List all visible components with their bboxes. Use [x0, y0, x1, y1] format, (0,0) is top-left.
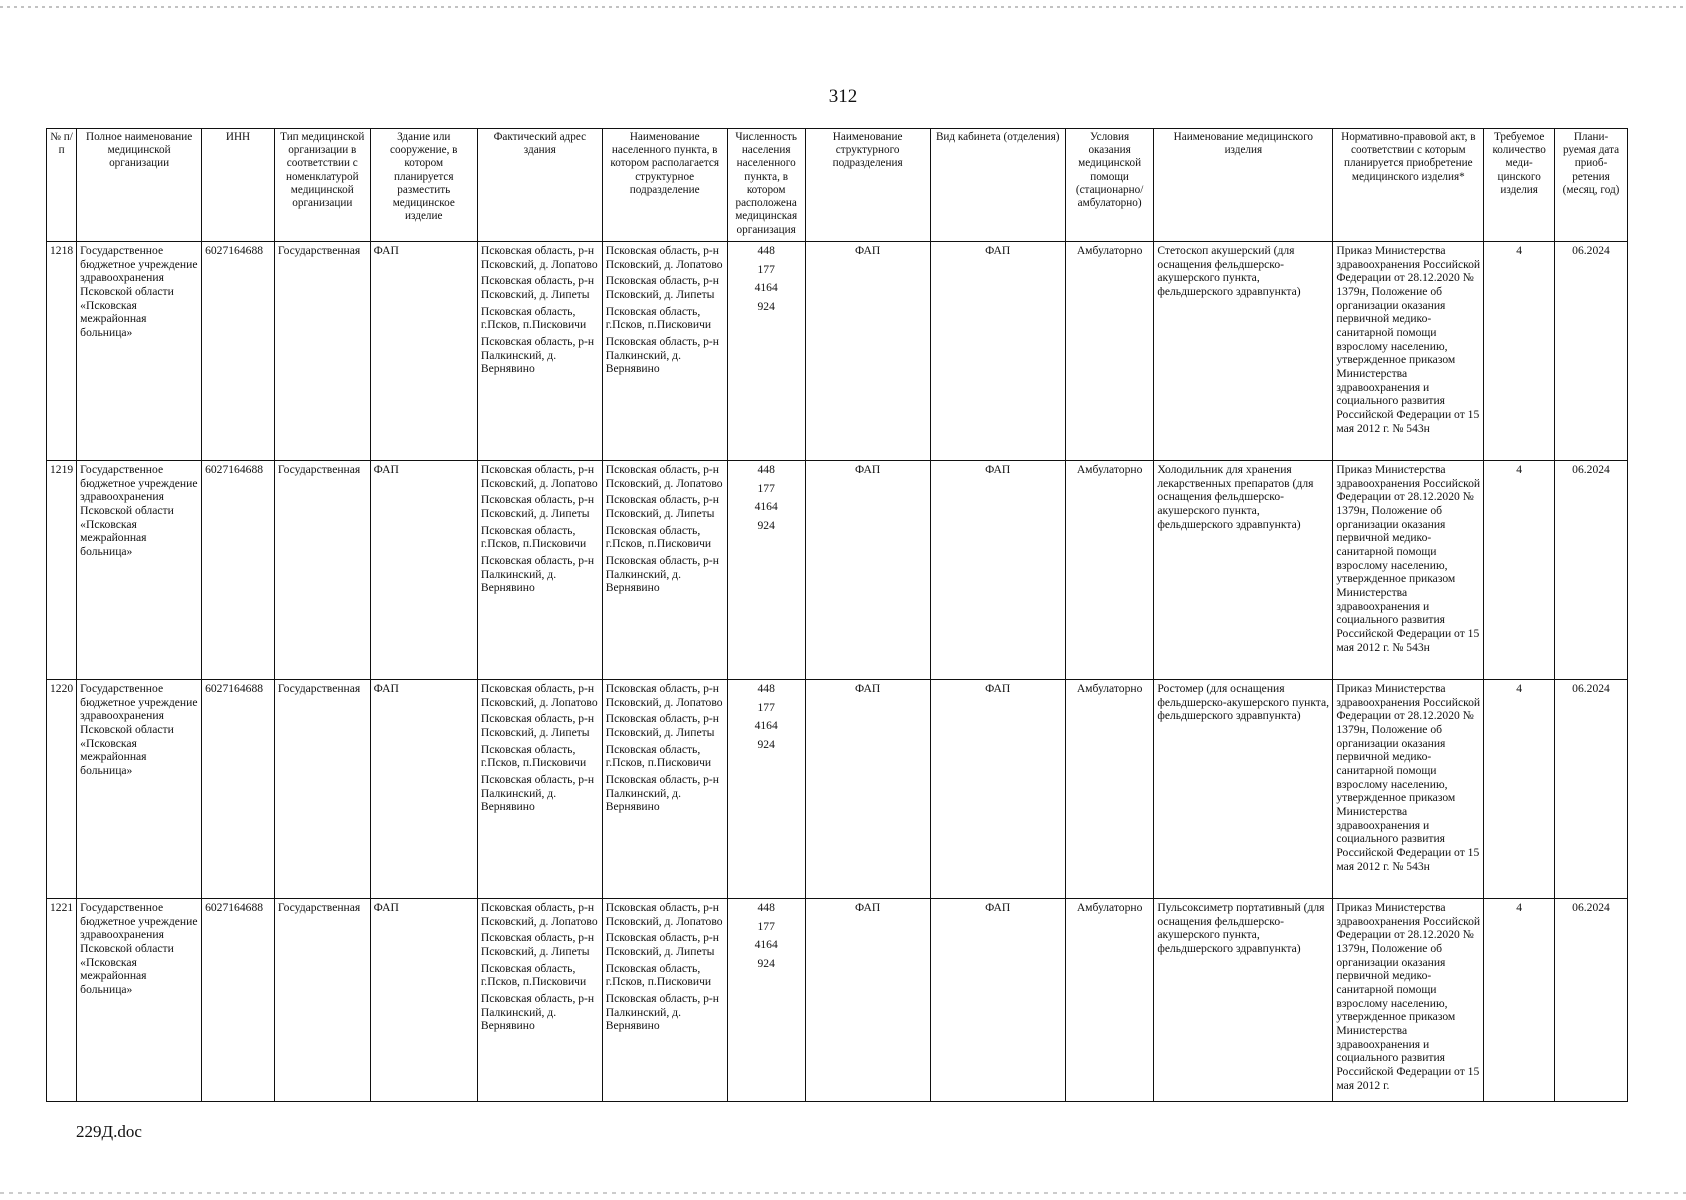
equipment-table [46, 128, 1628, 1102]
col-header-settlement: Наименование населенного пункта, в котором располагается структурное подразделение [602, 129, 727, 242]
cell-type: Государственная [274, 461, 370, 680]
scan-edge-top [0, 6, 1686, 8]
address-line: Псковская область, г.Псков, п.Писковичи [480, 304, 587, 332]
population-value: 177 [757, 919, 775, 933]
col-header-act: Нормативно-правовой акт, в соответствии с которым планируется приобретение медицинского изделия* [1333, 129, 1484, 242]
cell-unit: ФАП [805, 899, 930, 1102]
population-value: 924 [757, 300, 775, 314]
cell-address [477, 242, 602, 461]
population-value: 4164 [754, 500, 778, 514]
col-header-num: № п/п [47, 129, 77, 242]
population-value: 4164 [754, 938, 778, 952]
address-line: Псковская область, р-н Псковский, д. Лопатово [480, 244, 598, 271]
population-value: 924 [757, 957, 775, 971]
table-row [47, 242, 1628, 461]
address-line: Псковская область, р-н Палкинский, д. Вернявино [480, 773, 595, 814]
cell-cabinet: ФАП [930, 461, 1065, 680]
cell-cabinet: ФАП [930, 242, 1065, 461]
table-row [47, 680, 1628, 899]
cell-device: Холодильник для хранения лекарственных препаратов (для оснащения фельдшерско-акушерского пункта, фельдшерского здравпункта) [1154, 461, 1333, 680]
population-value: 4164 [754, 719, 778, 733]
cell-cabinet: ФАП [930, 899, 1065, 1102]
cell-cabinet: ФАП [930, 680, 1065, 899]
settlement-line: Псковская область, р-н Псковский, д. Лопатово [605, 901, 723, 928]
settlement-line: Псковская область, р-н Палкинский, д. Вернявино [605, 335, 719, 376]
settlement-line: Псковская область, р-н Псковский, д. Липеты [605, 712, 719, 740]
cell-num: 1221 [47, 899, 77, 1102]
cell-num: 1220 [47, 680, 77, 899]
cell-conditions: Амбулаторно [1065, 242, 1153, 461]
col-header-org: Полное наименование медицинской организации [77, 129, 202, 242]
col-header-address: Фактический адрес здания [477, 129, 602, 242]
settlement-line: Псковская область, р-н Псковский, д. Липеты [605, 274, 719, 302]
cell-device: Пульсоксиметр портативный (для оснащения фельдшерско-акушерского пункта, фельдшерского здравпункта) [1154, 899, 1333, 1102]
population-value: 924 [757, 519, 775, 533]
cell-org: Государственное бюджетное учреждение здравоохранения Псковской области «Псковская межрайонная больница» [77, 461, 202, 680]
settlement-line: Псковская область, р-н Палкинский, д. Вернявино [605, 773, 719, 814]
address-line: Псковская область, р-н Палкинский, д. Вернявино [480, 554, 595, 595]
settlement-line: Псковская область, р-н Псковский, д. Лопатово [605, 682, 723, 709]
population-value: 4164 [754, 281, 778, 295]
population-value: 177 [757, 262, 775, 276]
col-header-cabinet: Вид кабинета (отделения) [930, 129, 1065, 242]
settlement-line: Псковская область, г.Псков, п.Писковичи [605, 742, 712, 770]
cell-conditions: Амбулаторно [1065, 680, 1153, 899]
cell-unit: ФАП [805, 461, 930, 680]
settlement-line: Псковская область, р-н Псковский, д. Липеты [605, 493, 719, 521]
col-header-type: Тип медицинской организации в соответствии с номенклатурой медицинской организации [274, 129, 370, 242]
address-line: Псковская область, р-н Псковский, д. Лопатово [480, 463, 598, 490]
col-header-date: Плани-руемая дата приоб-ретения (месяц, год) [1555, 129, 1628, 242]
population-value: 448 [757, 682, 775, 695]
address-line: Псковская область, р-н Псковский, д. Лопатово [480, 682, 598, 709]
settlement-line: Псковская область, р-н Палкинский, д. Вернявино [605, 992, 719, 1033]
cell-num: 1218 [47, 242, 77, 461]
cell-type: Государственная [274, 242, 370, 461]
cell-num: 1219 [47, 461, 77, 680]
cell-settlement [602, 461, 727, 680]
cell-building: ФАП [370, 680, 477, 899]
cell-device: Стетоскоп акушерский (для оснащения фельдшерско-акушерского пункта, фельдшерского здравпункта) [1154, 242, 1333, 461]
cell-type: Государственная [274, 680, 370, 899]
settlement-line: Псковская область, г.Псков, п.Писковичи [605, 961, 712, 989]
cell-act: Приказ Министерства здравоохранения Российской Федерации от 28.12.2020 № 1379н, Положение об организации оказания первичной медико-санитарной помощи взрослому населению, утвержденное приказом Министерства здравоохранения и социального развития Российской Федерации от 15 мая 2012 г. [1333, 899, 1484, 1102]
cell-date: 06.2024 [1555, 461, 1628, 680]
cell-org: Государственное бюджетное учреждение здравоохранения Псковской области «Псковская межрайонная больница» [77, 242, 202, 461]
cell-date: 06.2024 [1555, 680, 1628, 899]
cell-qty: 4 [1484, 461, 1555, 680]
cell-unit: ФАП [805, 680, 930, 899]
table-header-row [47, 129, 1628, 242]
population-value: 177 [757, 700, 775, 714]
cell-inn: 6027164688 [202, 899, 275, 1102]
address-line: Псковская область, р-н Псковский, д. Липеты [480, 493, 595, 521]
cell-act: Приказ Министерства здравоохранения Российской Федерации от 28.12.2020 № 1379н, Положение об организации оказания первичной медико-санитарной помощи взрослому населению, утвержденное приказом Министерства здравоохранения и социального развития Российской Федерации от 15 мая 2012 г. № 543н [1333, 680, 1484, 899]
scan-edge-bottom [0, 1192, 1686, 1194]
col-header-device: Наименование медицинского изделия [1154, 129, 1333, 242]
settlement-line: Псковская область, р-н Псковский, д. Липеты [605, 931, 719, 959]
cell-inn: 6027164688 [202, 461, 275, 680]
settlement-line: Псковская область, р-н Палкинский, д. Вернявино [605, 554, 719, 595]
cell-device: Ростомер (для оснащения фельдшерско-акушерского пункта, фельдшерского здравпункта) [1154, 680, 1333, 899]
col-header-unit: Наименование структурного подразделения [805, 129, 930, 242]
population-value: 448 [757, 901, 775, 914]
cell-population [727, 461, 805, 680]
table-row [47, 461, 1628, 680]
cell-unit: ФАП [805, 242, 930, 461]
footer-filename: 229Д.doc [76, 1122, 142, 1141]
cell-type: Государственная [274, 899, 370, 1102]
settlement-line: Псковская область, г.Псков, п.Писковичи [605, 523, 712, 551]
col-header-conditions: Условия оказания медицинской помощи (стационарно/ амбулаторно) [1065, 129, 1153, 242]
cell-address [477, 461, 602, 680]
settlement-line: Псковская область, г.Псков, п.Писковичи [605, 304, 712, 332]
cell-qty: 4 [1484, 242, 1555, 461]
cell-conditions: Амбулаторно [1065, 461, 1153, 680]
col-header-qty: Требуемое количество меди-цинского изделия [1484, 129, 1555, 242]
cell-qty: 4 [1484, 899, 1555, 1102]
cell-building: ФАП [370, 899, 477, 1102]
table-row [47, 899, 1628, 1102]
cell-act: Приказ Министерства здравоохранения Российской Федерации от 28.12.2020 № 1379н, Положение об организации оказания первичной медико-санитарной помощи взрослому населению, утвержденное приказом Министерства здравоохранения и социального развития Российской Федерации от 15 мая 2012 г. № 543н [1333, 461, 1484, 680]
col-header-building: Здание или сооружение, в котором планируется разместить медицинское изделие [370, 129, 477, 242]
cell-building: ФАП [370, 242, 477, 461]
address-line: Псковская область, р-н Псковский, д. Липеты [480, 712, 595, 740]
address-line: Псковская область, г.Псков, п.Писковичи [480, 523, 587, 551]
address-line: Псковская область, г.Псков, п.Писковичи [480, 961, 587, 989]
cell-address [477, 899, 602, 1102]
population-value: 448 [757, 463, 775, 476]
cell-date: 06.2024 [1555, 899, 1628, 1102]
cell-inn: 6027164688 [202, 242, 275, 461]
population-value: 924 [757, 738, 775, 752]
cell-settlement [602, 680, 727, 899]
cell-population [727, 242, 805, 461]
address-line: Псковская область, р-н Палкинский, д. Вернявино [480, 335, 595, 376]
cell-settlement [602, 242, 727, 461]
population-value: 448 [757, 244, 775, 257]
page-number: 312 [828, 86, 858, 107]
cell-population [727, 899, 805, 1102]
cell-population [727, 680, 805, 899]
settlement-line: Псковская область, р-н Псковский, д. Лопатово [605, 244, 723, 271]
cell-building: ФАП [370, 461, 477, 680]
settlement-line: Псковская область, р-н Псковский, д. Лопатово [605, 463, 723, 490]
col-header-inn: ИНН [202, 129, 275, 242]
cell-org: Государственное бюджетное учреждение здравоохранения Псковской области «Псковская межрайонная больница» [77, 899, 202, 1102]
cell-act: Приказ Министерства здравоохранения Российской Федерации от 28.12.2020 № 1379н, Положение об организации оказания первичной медико-санитарной помощи взрослому населению, утвержденное приказом Министерства здравоохранения и социального развития Российской Федерации от 15 мая 2012 г. № 543н [1333, 242, 1484, 461]
address-line: Псковская область, р-н Псковский, д. Липеты [480, 931, 595, 959]
population-value: 177 [757, 481, 775, 495]
col-header-population: Численность населения населенного пункта, в котором расположена медицинская организация [727, 129, 805, 242]
address-line: Псковская область, р-н Псковский, д. Липеты [480, 274, 595, 302]
cell-inn: 6027164688 [202, 680, 275, 899]
address-line: Псковская область, р-н Палкинский, д. Вернявино [480, 992, 595, 1033]
cell-conditions: Амбулаторно [1065, 899, 1153, 1102]
cell-org: Государственное бюджетное учреждение здравоохранения Псковской области «Псковская межрайонная больница» [77, 680, 202, 899]
address-line: Псковская область, р-н Псковский, д. Лопатово [480, 901, 598, 928]
cell-address [477, 680, 602, 899]
cell-qty: 4 [1484, 680, 1555, 899]
address-line: Псковская область, г.Псков, п.Писковичи [480, 742, 587, 770]
cell-date: 06.2024 [1555, 242, 1628, 461]
cell-settlement [602, 899, 727, 1102]
